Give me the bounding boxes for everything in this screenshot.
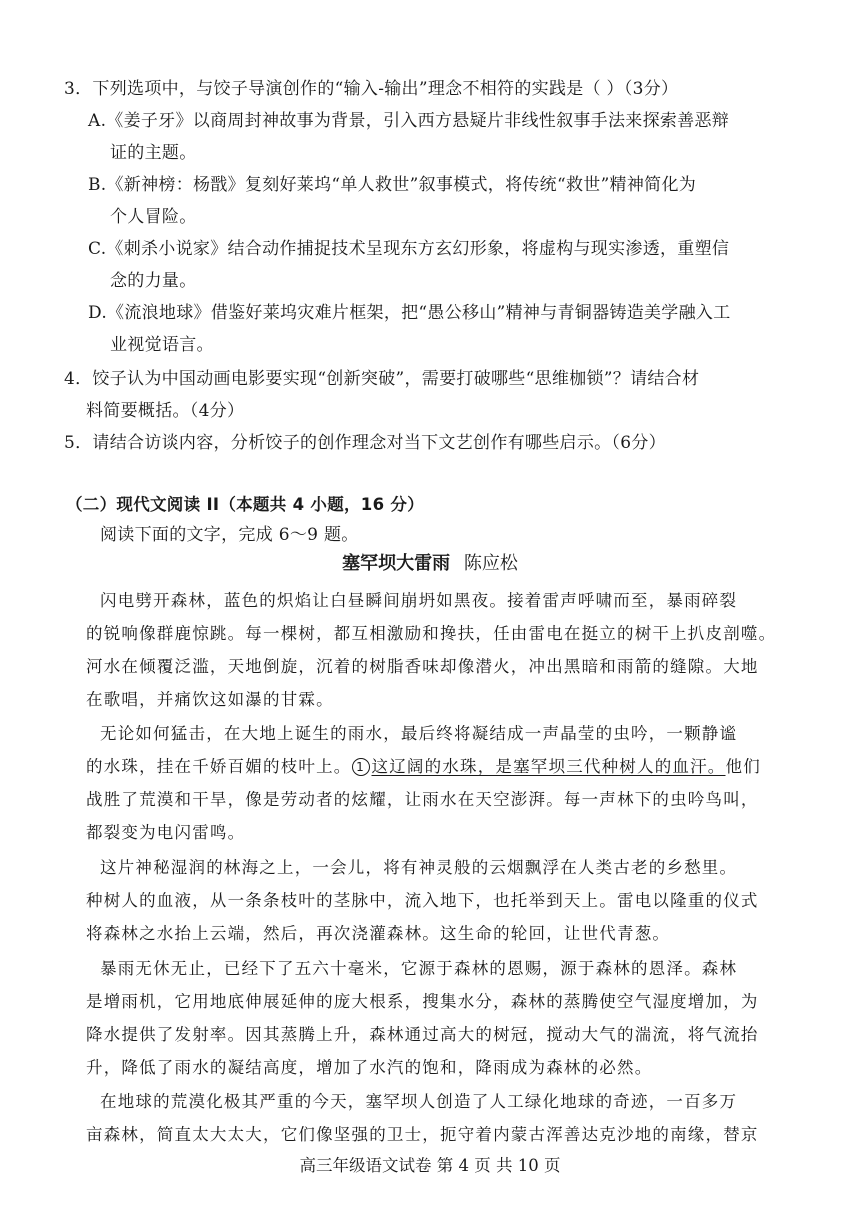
paragraph-1-line: 闪电劈开森林，蓝色的炽焰让白昼瞬间崩坍如黑夜。接着雷声呼啸而至，暴雨碎裂 <box>100 591 738 610</box>
paragraph-2-line: 都裂变为电闪雷鸣。 <box>86 823 246 842</box>
paragraph-3-line: 种树人的血液，从一条条枝叶的茎脉中，流入地下，也托举到天上。雷电以隆重的仪式 <box>86 891 759 910</box>
paragraph-1-line: 的锐响像群鹿惊跳。每一棵树，都互相激励和搀扶，任由雷电在挺立的树干上扒皮剖噬。 <box>86 624 777 643</box>
question-5-stem: 5．请结合访谈内容，分析饺子的创作理念对当下文艺创作有哪些启示。（6分） <box>64 433 666 453</box>
question-4-stem: 4．饺子认为中国动画电影要实现“创新突破”，需要打破哪些“思维枷锁”？请结合材 <box>64 369 700 389</box>
paragraph-5-line: 亩森林，简直太大太大，它们像坚强的卫士，扼守着内蒙古浑善达克沙地的南缘，替京 <box>86 1125 759 1144</box>
question-3-option-d-cont: 业视觉语言。 <box>110 335 214 355</box>
paragraph-4-line: 暴雨无休无止，已经下了五六十毫米，它源于森林的恩赐，源于森林的恩泽。森林 <box>100 959 738 978</box>
paragraph-2-line: 无论如何猛击，在大地上诞生的雨水，最后终将凝结成一声晶莹的虫吟，一颗静谧 <box>100 724 738 743</box>
section-heading: （二）现代文阅读 II（本题共 4 小题，16 分） <box>66 495 424 514</box>
question-3-option-a-cont: 证的主题。 <box>110 143 197 163</box>
paragraph-2-line: 战胜了荒漠和干旱，像是劳动者的炫耀，让雨水在天空澎湃。每一声林下的虫吟鸟叫， <box>86 790 759 809</box>
paragraph-4-line: 升，降低了雨水的凝结高度，增加了水汽的饱和，降雨成为森林的必然。 <box>86 1058 653 1077</box>
question-3-stem: 3．下列选项中，与饺子导演创作的“输入-输出”理念不相符的实践是（ ）（3分） <box>64 79 679 99</box>
paragraph-5-line: 在地球的荒漠化极其严重的今天，塞罕坝人创造了人工绿化地球的奇迹，一百多万 <box>100 1092 738 1111</box>
question-3-option-b: B.《新神榜：杨戬》复刻好莱坞“单人救世”叙事模式，将传统“救世”精神简化为 <box>88 175 697 195</box>
paragraph-3-line: 将森林之水抬上云端，然后，再次浇灌森林。这生命的轮回，让世代青葱。 <box>86 924 671 943</box>
question-3-option-a: A.《姜子牙》以商周封神故事为背景，引入西方悬疑片非线性叙事手法来探索善恶辩 <box>88 111 730 131</box>
paragraph-2-text-before: 的水珠，挂在千娇百媚的枝叶上。 <box>86 757 352 776</box>
question-4-stem-cont: 料简要概括。（4分） <box>86 401 245 421</box>
paragraph-1-line: 河水在倾覆泛滥，天地倒旋，沉着的树脂香味却像潜火，冲出黑暗和雨箭的缝隙。大地 <box>86 657 759 676</box>
page-footer: 高三年级语文试卷 第 4 页 共 10 页 <box>299 1156 561 1175</box>
article-title: 塞罕坝大雷雨 <box>342 553 451 574</box>
paragraph-4-line: 是增雨机，它用地底伸展延伸的庞大根系，搜集水分，森林的蒸腾使空气湿度增加，为 <box>86 992 759 1011</box>
paragraph-4-line: 降水提供了发射率。因其蒸腾上升，森林通过高大的树冠，搅动大气的湍流，将气流抬 <box>86 1025 759 1044</box>
question-3-option-c-cont: 念的力量。 <box>110 271 197 291</box>
underlined-sentence: 这辽阔的水珠，是塞罕坝三代种树人的血汗。 <box>371 757 726 776</box>
article-author: 陈应松 <box>463 553 518 574</box>
paragraph-1-line: 在歌唱，并痛饮这如瀑的甘霖。 <box>86 690 334 709</box>
paragraph-3-line: 这片神秘湿润的林海之上，一会儿，将有神灵般的云烟飘浮在人类古老的乡愁里。 <box>100 858 738 877</box>
article-title-block <box>0 552 860 576</box>
sentence-marker: 1 <box>352 758 370 776</box>
paragraph-2-line-marked <box>86 756 761 778</box>
question-3-option-b-cont: 个人冒险。 <box>110 207 197 227</box>
question-3-option-d: D.《流浪地球》借鉴好莱坞灾难片框架，把“愚公移山”精神与青铜器铸造美学融入工 <box>88 303 731 323</box>
question-3-option-c: C.《刺杀小说家》结合动作捕捉技术呈现东方玄幻形象，将虚构与现实渗透，重塑信 <box>88 239 730 259</box>
paragraph-2-text-after: 他们 <box>725 757 761 776</box>
section-instruction: 阅读下面的文字，完成 6～9 题。 <box>100 525 359 545</box>
